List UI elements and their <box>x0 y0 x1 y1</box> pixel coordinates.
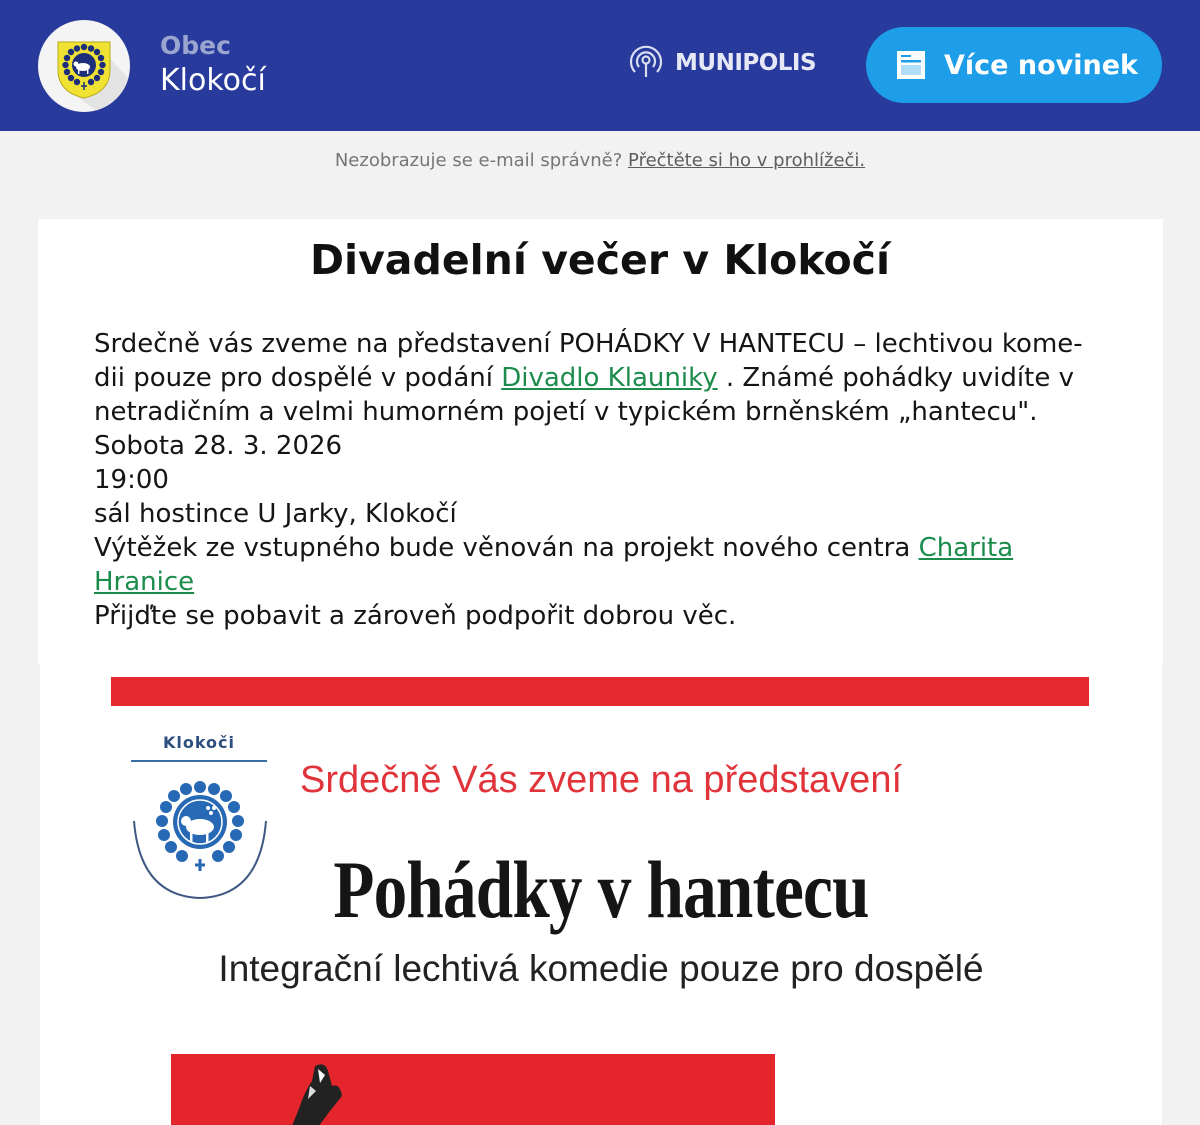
article-title: Divadelní večer v Klokočí <box>309 236 891 284</box>
poster-top-bar <box>111 677 1089 706</box>
closing-text: Přijďte se pobavit a zároveň podpořit dobrou věc. <box>94 601 737 631</box>
poster-invite-text: Srdečně Vás zveme na představení <box>300 759 903 801</box>
event-time: 19:00 <box>94 465 169 495</box>
proceeds-info: Výtěžek ze vstupného bude věnován na projekt nového centra Charita Hranice <box>94 533 1014 597</box>
broadcast-signal-icon <box>627 44 665 82</box>
municipality-label: Obec <box>160 31 231 60</box>
poster-red-panel <box>171 1054 775 1125</box>
municipality-logo[interactable] <box>38 20 130 112</box>
newspaper-icon <box>896 50 926 80</box>
poster-divider <box>131 760 267 762</box>
coat-of-arms-icon <box>38 20 130 112</box>
municipality-brand <box>160 30 266 100</box>
event-poster-image <box>40 663 1162 1125</box>
article-intro: Srdečně vás zveme na představení POHÁDKY V HANTECU – lechtivou kome-dii pouze pro dospělé v podání Divadlo Klauniky . Známé pohádky uvidíte v netradičním a velmi humorném pojetí v typickém brněnském „hantecu". <box>94 329 1083 427</box>
poster-brand: Klokoči <box>162 733 236 752</box>
view-in-browser-link[interactable]: Přečtěte si ho v prohlížeči. <box>628 150 866 171</box>
view-in-browser-notice <box>0 150 1200 171</box>
municipality-name: Klokočí <box>160 63 266 98</box>
charita-hranice-link[interactable]: Charita Hranice <box>94 533 1014 597</box>
munipolis-logo[interactable] <box>627 44 816 82</box>
more-news-label: Více novinek <box>944 49 1138 81</box>
performer-figure-icon <box>270 1061 370 1125</box>
more-news-button[interactable] <box>866 27 1162 103</box>
divadlo-klauniky-link[interactable]: Divadlo Klauniky <box>501 363 718 393</box>
email-header <box>0 0 1200 131</box>
event-date: Sobota 28. 3. 2026 <box>94 431 343 461</box>
poster-title: Pohádky v hantecu <box>333 844 869 935</box>
event-venue: sál hostince U Jarky, Klokočí <box>94 499 457 529</box>
article-body <box>94 327 1104 633</box>
notice-text: Nezobrazuje se e-mail správně? <box>334 150 623 171</box>
poster-subtitle: Integrační lechtivá komedie pouze pro dospělé <box>218 948 984 989</box>
platform-name: MUNIPOLIS <box>675 50 817 76</box>
